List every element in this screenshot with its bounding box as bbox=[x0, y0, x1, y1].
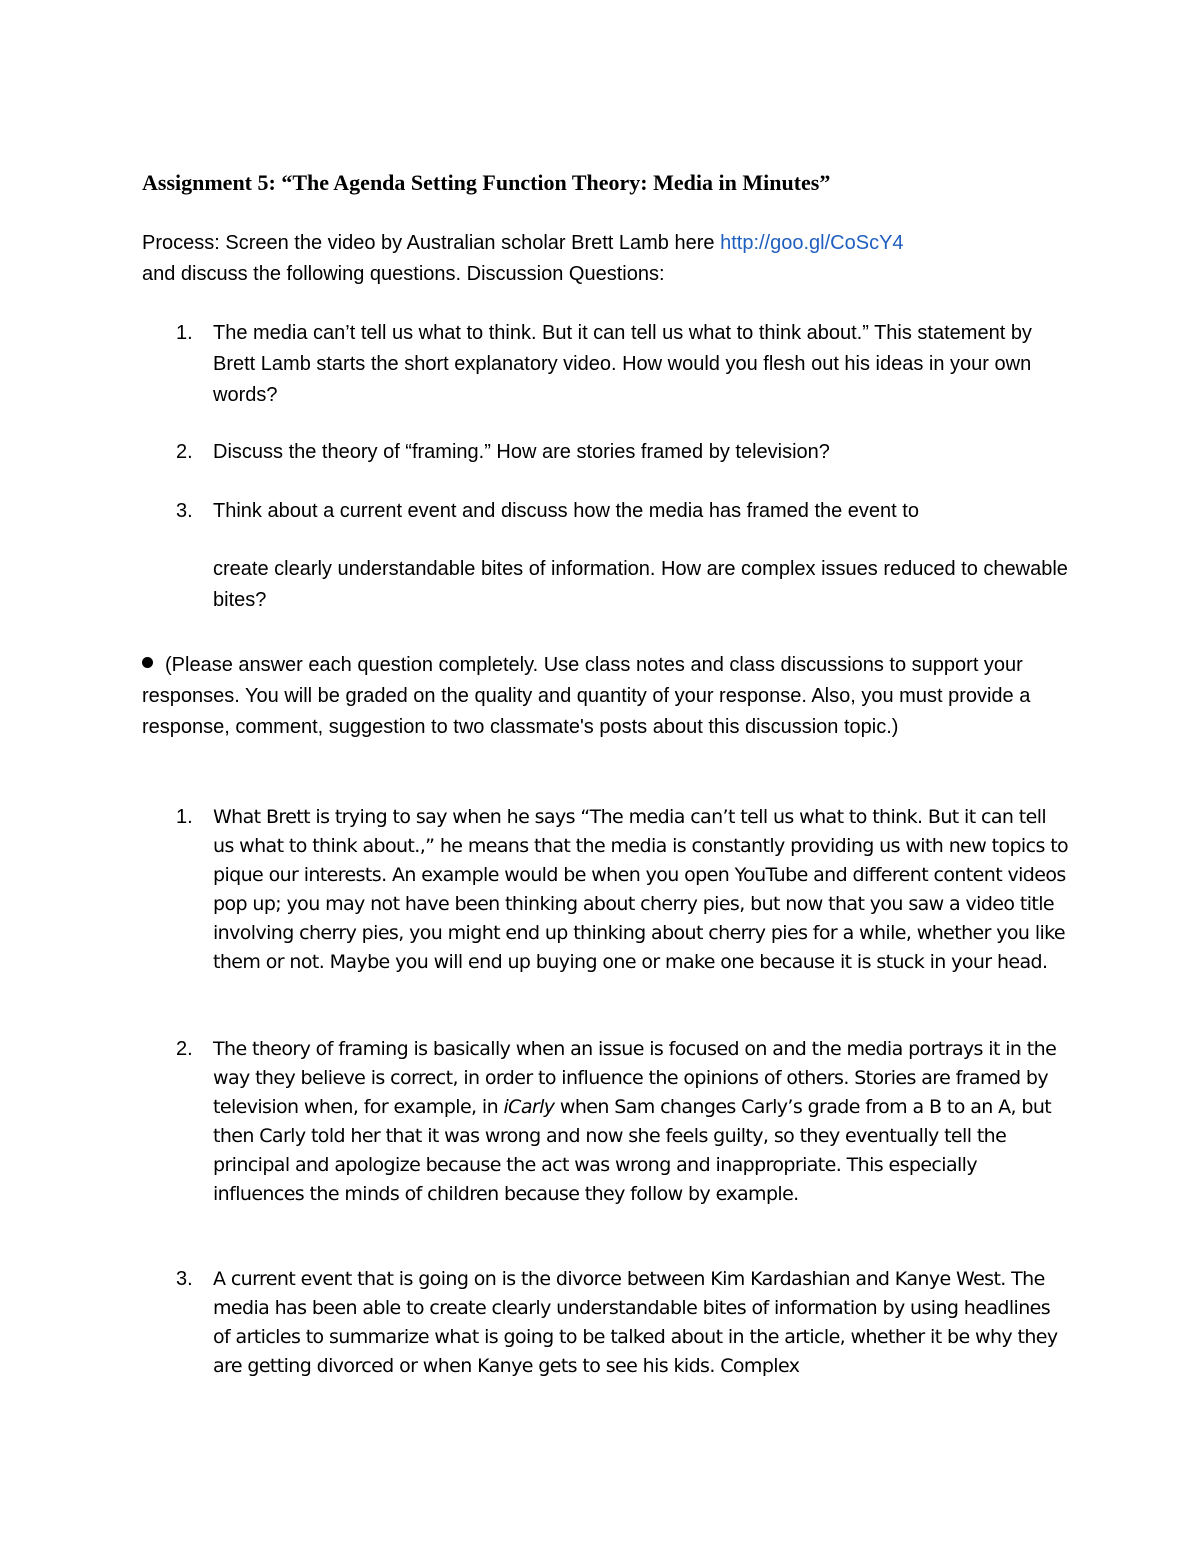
answer-text bbox=[213, 1038, 1056, 1205]
question-text: Discuss the theory of “framing.” How are stories framed by television? bbox=[213, 441, 830, 463]
answer-item bbox=[142, 803, 1072, 977]
question-number: 3. bbox=[176, 500, 193, 522]
answer-list-3 bbox=[142, 1265, 1072, 1381]
bullet-icon bbox=[142, 657, 153, 668]
process-paragraph bbox=[142, 228, 1072, 290]
answer-text-part: when Sam changes Carly’s grade from a B to an A, but then Carly told her that it was wrong and now she feels guilty, so they eventually tell the principal and apologize because the act was wrong and inappropriate. This especially influences the minds of children because they follow by example. bbox=[213, 1096, 1052, 1205]
question-list-3 bbox=[142, 496, 1072, 527]
question-item bbox=[142, 318, 1072, 411]
answer-number: 3. bbox=[176, 1268, 193, 1290]
answer-item bbox=[142, 1035, 1072, 1209]
assignment-title: Assignment 5: “The Agenda Setting Function Theory: Media in Minutes” bbox=[142, 170, 831, 195]
answer-text: What Brett is trying to say when he says “The media can’t tell us what to think. But it can tell us what to think about.,” he means that the media is constantly providing us with new topics to pique our interests. An example would be when you open YouTube and different content videos pop up; you may not have been thinking about cherry pies, but now that you saw a video title involving cherry pies, you might end up thinking about cherry pies for a while, whether you like them or not. Maybe you will end up buying one or make one because it is stuck in your head. bbox=[213, 806, 1069, 973]
answer-number: 1. bbox=[176, 806, 193, 828]
answer-item bbox=[142, 1265, 1072, 1381]
answer-text: A current event that is going on is the divorce between Kim Kardashian and Kanye West. The media has been able to create clearly understandable bites of information by using headlines of articles to summarize what is going to be talked about in the article, whether it be why they are getting divorced or when Kanye gets to see his kids. Complex bbox=[213, 1268, 1058, 1377]
question-text: Think about a current event and discuss how the media has framed the event to bbox=[213, 500, 919, 522]
question-item bbox=[142, 437, 1072, 468]
answer-text-part: The theory of framing is basically when an issue is focused on and the media portrays it in the way they believe is correct, in order to influence the opinions of others. Stories are framed by television when, for example, in bbox=[213, 1038, 1057, 1118]
instructions-text: (Please answer each question completely. Use class notes and class discussions to support your responses. You will be graded on the quality and quantity of your response. Also, you must provide a response, comment, suggestion to two classmate's posts about this discussion topic.) bbox=[142, 654, 1031, 738]
instructions-paragraph bbox=[142, 650, 1072, 743]
question-text: The media can’t tell us what to think. But it can tell us what to think about.” This statement by Brett Lamb starts the short explanatory video. How would you flesh out his ideas in your own words? bbox=[213, 322, 1032, 406]
question-3-continuation bbox=[142, 554, 1072, 616]
answer-number: 2. bbox=[176, 1038, 193, 1060]
question-list-1 bbox=[142, 318, 1072, 411]
question-item bbox=[142, 496, 1072, 527]
process-text-continued: and discuss the following questions. Discussion Questions: bbox=[142, 263, 665, 285]
answer-list-1 bbox=[142, 803, 1072, 977]
show-title: iCarly bbox=[503, 1096, 555, 1118]
process-text: Process: Screen the video by Australian scholar Brett Lamb here bbox=[142, 232, 721, 254]
question-text-continued: create clearly understandable bites of information. How are complex issues reduced to chewable bites? bbox=[213, 558, 1068, 611]
video-link[interactable]: http://goo.gl/CoScY4 bbox=[720, 232, 904, 254]
answer-list-2 bbox=[142, 1035, 1072, 1209]
question-number: 1. bbox=[176, 322, 193, 344]
question-number: 2. bbox=[176, 441, 193, 463]
question-list-2 bbox=[142, 437, 1072, 468]
